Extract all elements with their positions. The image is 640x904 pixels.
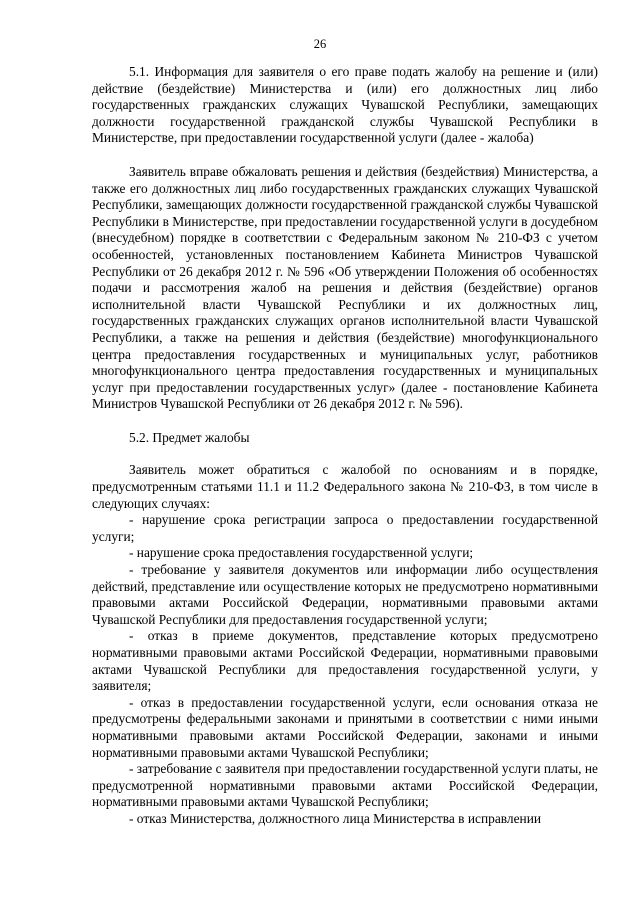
paragraph-gap — [92, 413, 598, 430]
page-content — [92, 64, 598, 828]
list-item: - отказ в предоставлении государственной услуги, если основания отказа не предусмотрены федеральными законами и принятыми в соответствии с ними иными нормативными правовыми актами Российской Федерации, законами и иными нормативными правовыми актами Чувашской Республики; — [92, 694, 598, 760]
list-item: - отказ в приеме документов, представление которых предусмотрено нормативными правовыми актами Российской Федерации, нормативными правовыми актами Чувашской Республики для предоставления государственной услуги, у заявителя; — [92, 628, 598, 694]
section-5-1-heading: 5.1. Информация для заявителя о его праве подать жалобу на решение и (или) действие (бездействие) Министерства и (или) его должностных лиц либо государственных гражданских служащих Чувашской Республики, замещающих должности государственной гражданской службы Чувашской Республики в Министерстве, при предоставлении государственной услуги (далее - жалоба) — [92, 64, 598, 146]
list-item: - нарушение срока регистрации запроса о предоставлении государственной услуги; — [92, 512, 598, 544]
list-item: - затребование с заявителя при предоставлении государственной услуги платы, не предусмотренной нормативными правовыми актами Российской Федерации, нормативными правовыми актами Чувашской Республики; — [92, 761, 598, 810]
paragraph-gap — [92, 147, 598, 164]
paragraph-gap — [92, 446, 598, 462]
section-5-1-body: Заявитель вправе обжаловать решения и действия (бездействия) Министерства, а также его должностных лиц либо государственных гражданских служащих Чувашской Республики, замещающих должности государственной гражданской службы Чувашской Республики в Министерстве, при предоставлении государственной услуги в досудебном (внесудебном) порядке в соответствии с Федеральным законом № 210-ФЗ с учетом особенностей, установленных постановлением Кабинета Министров Чувашской Республики от 26 декабря 2012 г. № 596 «Об утверждении Положения об особенностях подачи и рассмотрения жалоб на решения и действия (бездействие) органов исполнительной власти Чувашской Республики и их должностных лиц, государственных гражданских служащих органов исполнительной власти Чувашской Республики, а также на решения и действия (бездействие) многофункционального центра предоставления государственных и муниципальных услуг, работников многофункционального центра предоставления государственных и муниципальных услуг при предоставлении государственных услуг» (далее - постановление Кабинета Министров Чувашской Республики от 26 декабря 2012 г. № 596). — [92, 163, 598, 412]
list-item: - требование у заявителя документов или информации либо осуществления действий, представление или осуществление которых не предусмотрено нормативными правовыми актами Российской Федерации, нормативными правовыми актами Чувашской Республики для предоставления государственной услуги; — [92, 562, 598, 627]
section-5-2-intro: Заявитель может обратиться с жалобой по основаниям и в порядке, предусмотренным статьями 11.1 и 11.2 Федерального закона № 210-ФЗ, в том числе в следующих случаях: — [92, 462, 598, 511]
list-item: - нарушение срока предоставления государственной услуги; — [129, 545, 474, 561]
page-number: 26 — [313, 37, 327, 51]
list-item: - отказ Министерства, должностного лица Министерства в исправлении — [129, 810, 542, 826]
section-5-2-heading: 5.2. Предмет жалобы — [129, 429, 250, 445]
